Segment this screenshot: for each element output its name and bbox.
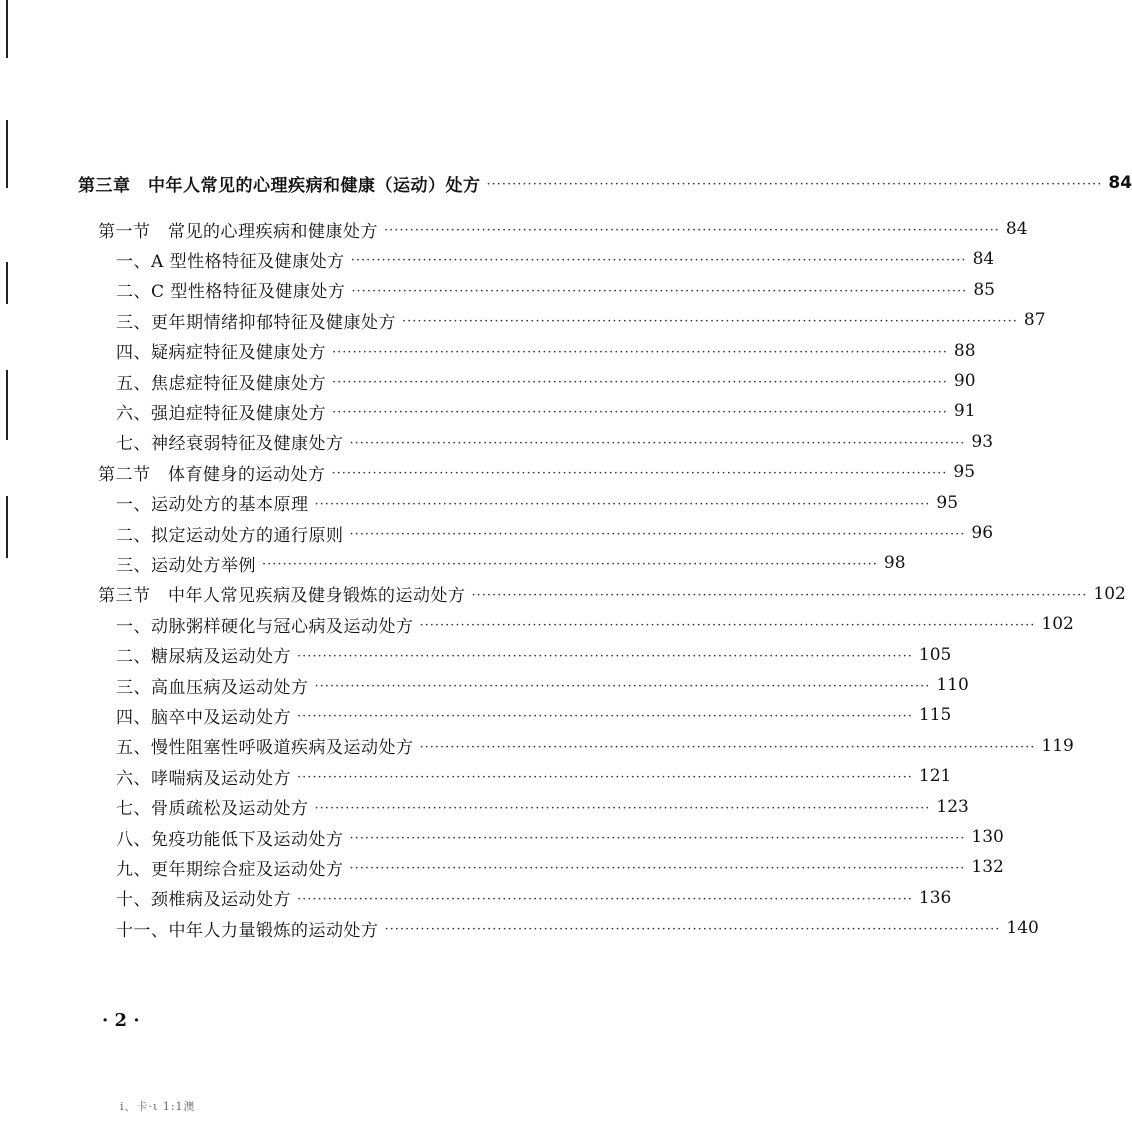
toc-page-number: 121: [918, 766, 952, 787]
dot-leader: ························································································································: [350, 253, 967, 269]
toc-item-row[interactable]: [0, 640, 952, 670]
dot-leader: ························································································································: [297, 891, 913, 907]
scan-artifact-text: i、卡·ι 1:1澳: [120, 1100, 196, 1113]
dot-leader: ························································································································: [351, 283, 968, 299]
toc-page-number: 136: [918, 887, 952, 908]
toc-page-number: 119: [1041, 735, 1074, 756]
dot-leader: ························································································································: [314, 800, 931, 816]
toc-item-row[interactable]: [0, 366, 976, 396]
toc-page-number: 105: [918, 644, 952, 665]
toc-item-row[interactable]: [0, 731, 1074, 761]
toc-page-number: 102: [1093, 583, 1126, 604]
toc-page-number: 115: [918, 705, 952, 726]
dot-leader: ························································································································: [331, 466, 948, 482]
toc-page-number: 87: [1023, 310, 1046, 331]
toc-page-number: 132: [971, 857, 1004, 878]
toc-page-number: 123: [936, 796, 969, 817]
toc-item-title: 五、慢性阻塞性呼吸道疾病及运动处方: [116, 738, 414, 759]
toc-item-title: 一、运动处方的基本原理: [116, 495, 309, 516]
toc-item-row[interactable]: [0, 609, 1074, 639]
toc-item-row[interactable]: [0, 761, 952, 791]
toc-item-title: 七、神经衰弱特征及健康处方: [116, 434, 344, 455]
toc-item-title: 二、糖尿病及运动处方: [116, 647, 291, 668]
dot-leader: ························································································································: [402, 314, 1018, 330]
toc-section-title: 第三节 中年人常见疾病及健身锻炼的运动处方: [98, 586, 466, 607]
toc-item-title: 一、动脉粥样硬化与冠心病及运动处方: [116, 616, 414, 637]
toc-section-row[interactable]: [0, 457, 976, 487]
toc-page-number: 84: [1005, 219, 1028, 239]
toc-page-number: 102: [1041, 614, 1074, 635]
dot-leader: ························································································································: [332, 344, 948, 360]
dot-leader: ························································································································: [314, 496, 931, 512]
toc-item-row[interactable]: [0, 244, 995, 274]
dot-leader: ························································································································: [349, 527, 966, 542]
toc-section-row[interactable]: [0, 579, 1126, 609]
dot-leader: ························································································································: [262, 557, 878, 573]
toc-item-title: 六、强迫症特征及健康处方: [116, 403, 326, 424]
toc-item-row[interactable]: [0, 883, 952, 913]
dot-leader: ························································································································: [486, 177, 1103, 192]
toc-item-row[interactable]: [0, 275, 995, 305]
toc-page-number: 84: [1108, 173, 1132, 193]
toc-item-row[interactable]: [0, 518, 994, 548]
toc-item-title: 四、脑卒中及运动处方: [116, 707, 291, 728]
toc-item-title: 八、免疫功能低下及运动处方: [116, 829, 344, 850]
toc-item-title: 一、A 型性格特征及健康处方: [116, 251, 345, 272]
toc-item-row[interactable]: [0, 700, 952, 730]
toc-item-row[interactable]: [0, 305, 1046, 335]
toc-chapter-row[interactable]: [0, 168, 1132, 198]
toc-page-number: 96: [971, 523, 994, 543]
dot-leader: ························································································································: [384, 922, 1001, 938]
toc-item-row[interactable]: [0, 852, 1004, 882]
toc-item-title: 七、骨质疏松及运动处方: [116, 799, 309, 820]
toc-item-title: 三、更年期情绪抑郁特征及健康处方: [116, 312, 396, 333]
toc-item-row[interactable]: [0, 822, 1004, 852]
toc-page-number: 110: [936, 675, 969, 695]
toc-item-title: 三、高血压病及运动处方: [116, 677, 309, 698]
toc-item-title: 十、颈椎病及运动处方: [116, 890, 291, 911]
dot-leader: ························································································································: [297, 770, 913, 786]
toc-item-row[interactable]: [0, 548, 906, 578]
dot-leader: ························································································································: [349, 861, 966, 877]
toc-item-title: 九、更年期综合症及运动处方: [116, 859, 344, 880]
dot-leader: ························································································································: [332, 405, 948, 421]
toc-page-number: 95: [953, 462, 976, 483]
dot-leader: ························································································································: [419, 618, 1036, 634]
dot-leader: ························································································································: [297, 648, 913, 664]
toc-item-row[interactable]: [0, 792, 969, 822]
dot-leader: ························································································································: [314, 679, 931, 694]
toc-chapter-title: 第三章 中年人常见的心理疾病和健康（运动）处方: [78, 175, 481, 196]
toc-page-number: 88: [953, 340, 976, 361]
toc-section-row[interactable]: [0, 214, 1028, 244]
toc-item-row[interactable]: [0, 396, 976, 426]
toc-item-title: 十一、中年人力量锻炼的运动处方: [116, 920, 379, 941]
toc-page-number: 85: [973, 279, 995, 300]
toc-item-title: 四、疑病症特征及健康处方: [116, 343, 326, 364]
toc-item-row[interactable]: [0, 427, 994, 457]
toc-item-row[interactable]: [0, 336, 976, 366]
toc-item-title: 六、哮喘病及运动处方: [116, 768, 291, 789]
dot-leader: ························································································································: [297, 709, 913, 725]
toc-page-number: 98: [883, 553, 906, 574]
toc-page-number: 84: [972, 249, 995, 270]
toc-page-number: 93: [971, 431, 994, 452]
dot-leader: ························································································································: [349, 831, 966, 846]
toc-page-number: 95: [936, 492, 959, 513]
dot-leader: ························································································································: [471, 587, 1088, 603]
dot-leader: ························································································································: [332, 375, 948, 390]
toc-page-number: 91: [953, 401, 976, 422]
dot-leader: ························································································································: [419, 739, 1036, 755]
toc-section-title: 第二节 体育健身的运动处方: [98, 464, 326, 485]
page-number-footer: · 2 ·: [102, 1010, 140, 1031]
toc-page-number: 90: [953, 371, 976, 391]
dot-leader: ························································································································: [384, 223, 1000, 238]
toc-section-title: 第一节 常见的心理疾病和健康处方: [98, 221, 378, 242]
toc-item-row[interactable]: [0, 913, 1039, 943]
toc-item-title: 二、C 型性格特征及健康处方: [116, 282, 346, 303]
toc-item-row[interactable]: [0, 488, 959, 518]
toc-page-number: 130: [971, 827, 1004, 847]
toc-item-title: 二、拟定运动处方的通行原则: [116, 525, 344, 546]
toc-item-title: 三、运动处方举例: [116, 555, 256, 576]
toc-item-row[interactable]: [0, 670, 969, 700]
toc-item-title: 五、焦虑症特征及健康处方: [116, 373, 326, 394]
toc-page-number: 140: [1006, 918, 1039, 939]
dot-leader: ························································································································: [349, 435, 966, 451]
